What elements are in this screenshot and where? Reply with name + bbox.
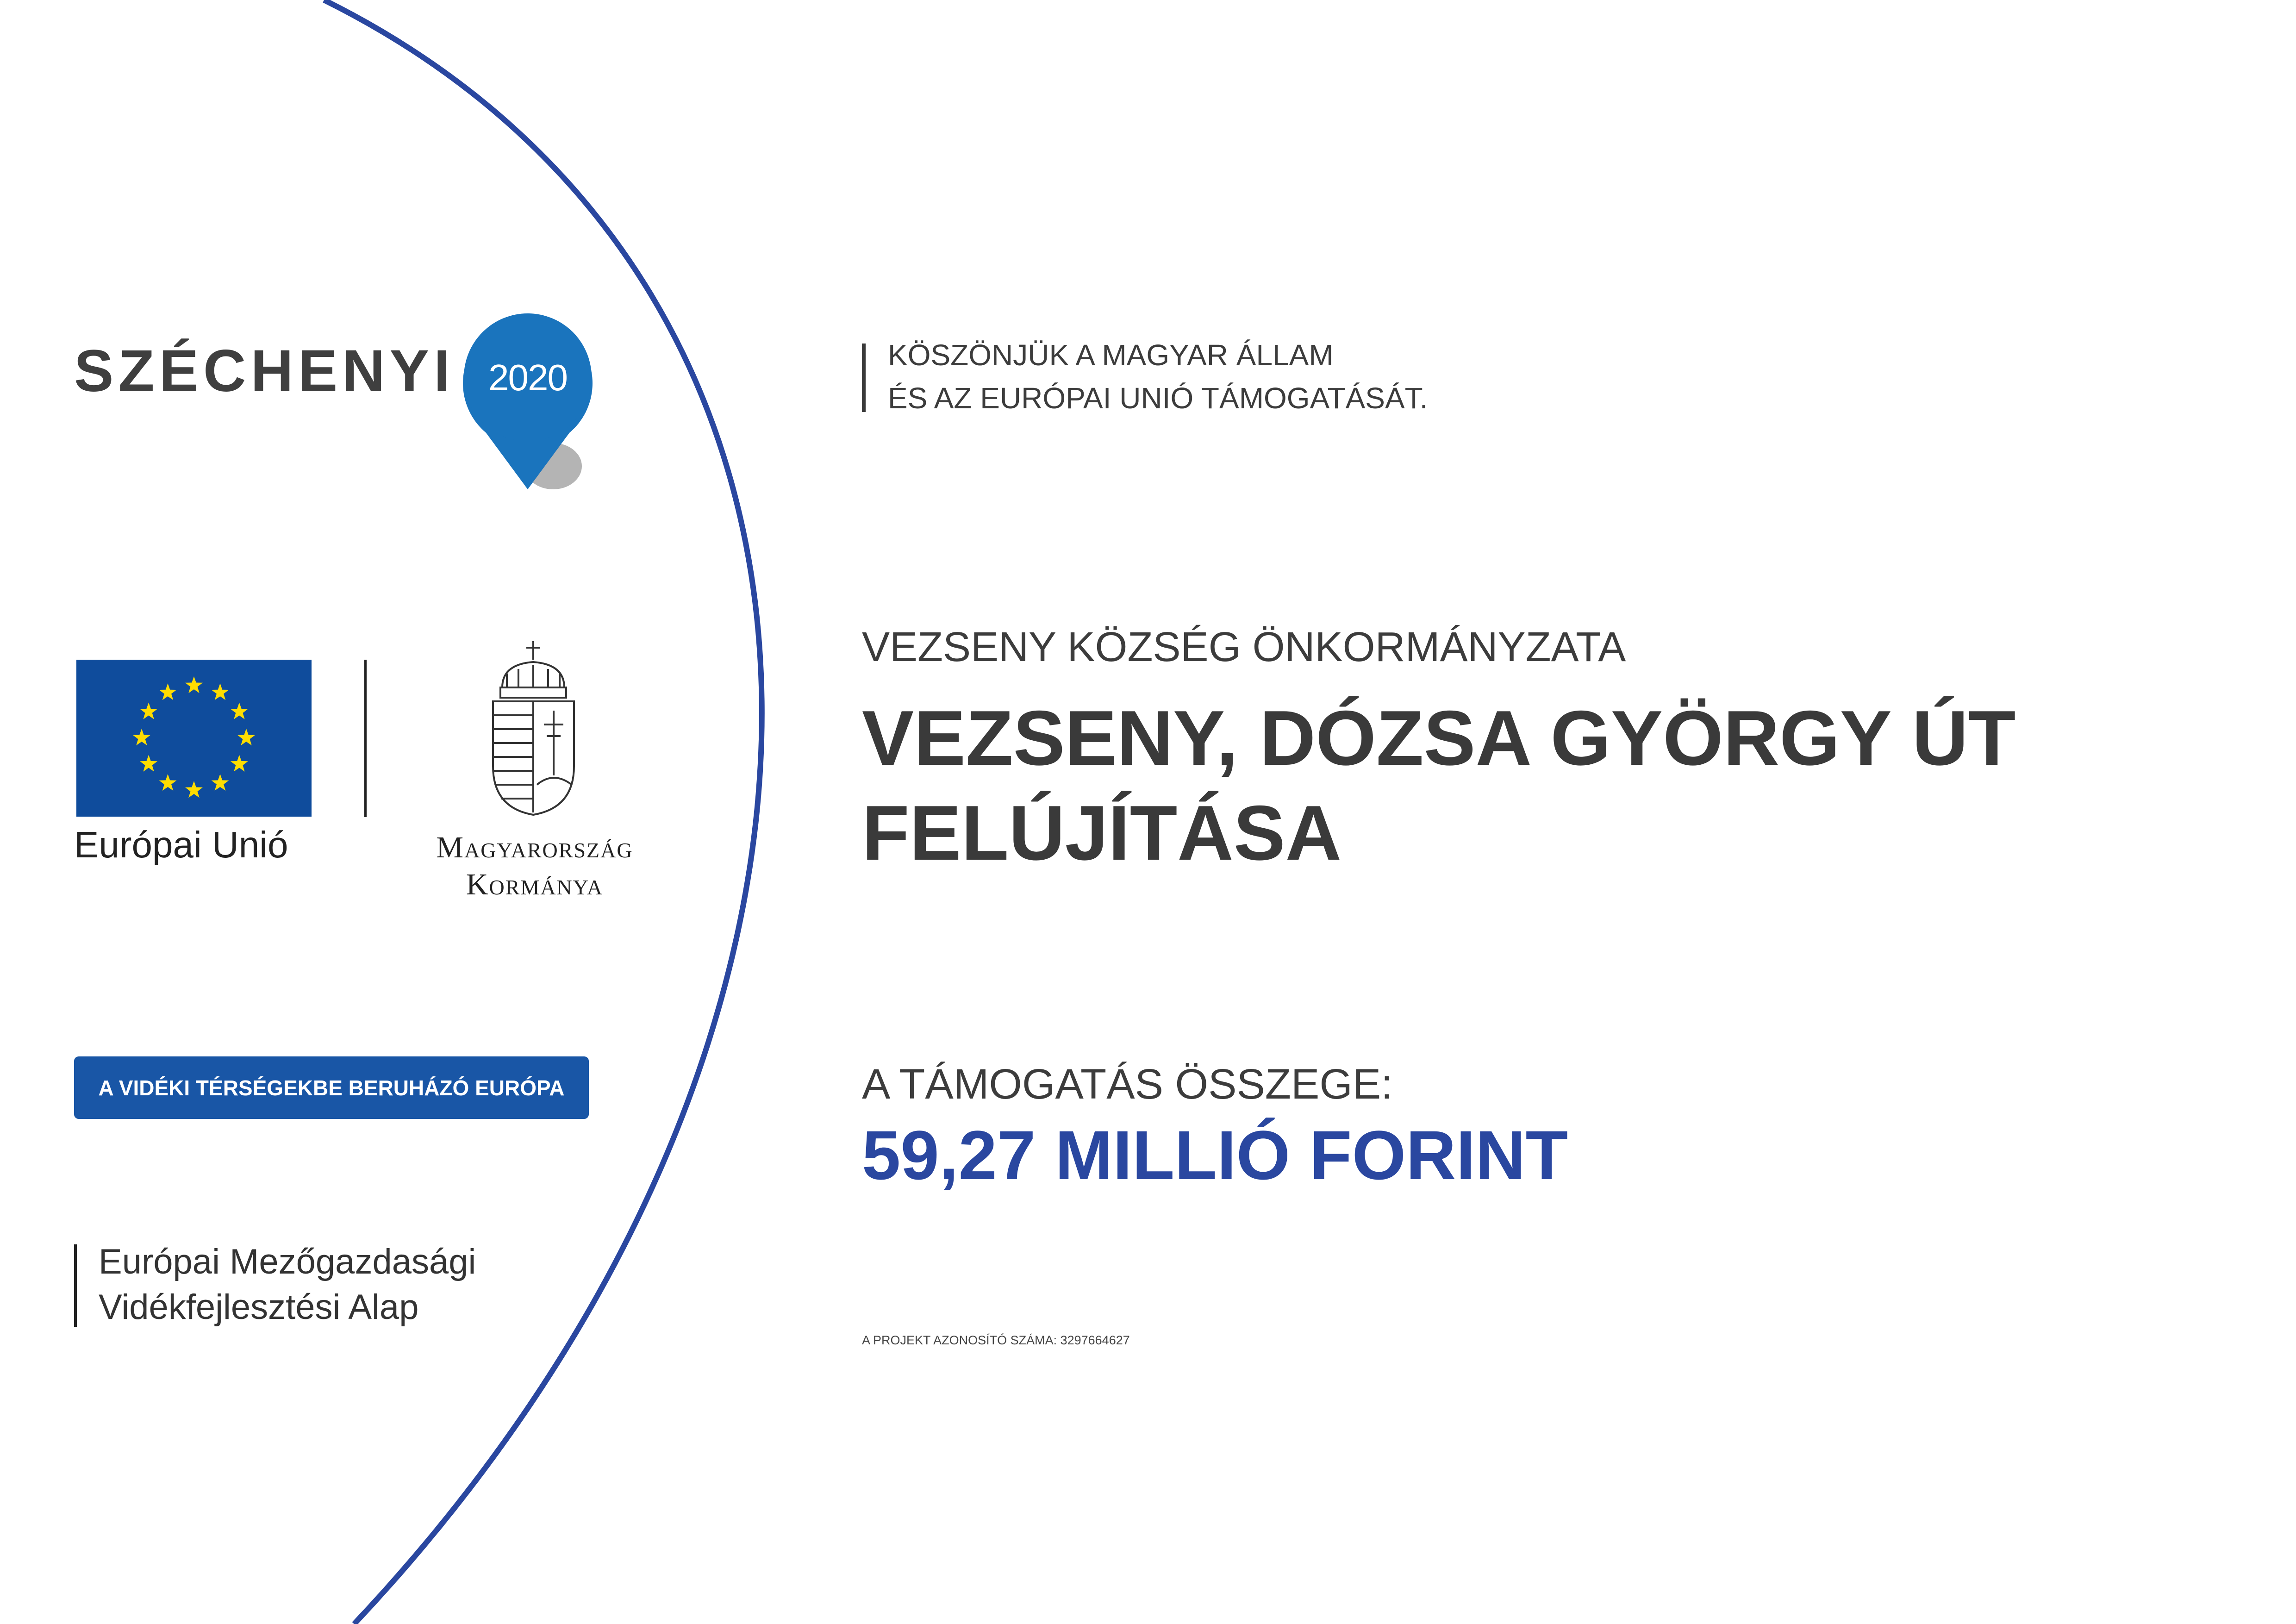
project-title-line-2: FELÚJÍTÁSA (862, 789, 1342, 876)
eu-label: Európai Unió (74, 824, 288, 865)
government-line-1: Magyarország (436, 831, 633, 864)
szechenyi-year: 2020 (488, 357, 567, 398)
fund-divider (74, 1244, 77, 1327)
government-line-2: Kormánya (466, 868, 604, 901)
hungarian-coat-of-arms-icon (488, 637, 579, 817)
thanks-line-2: ÉS AZ EURÓPAI UNIÓ TÁMOGATÁSÁT. (888, 381, 1428, 415)
thanks-line-1: KÖSZÖNJÜK A MAGYAR ÁLLAM (888, 338, 1334, 372)
logo-divider (364, 660, 367, 817)
rural-investment-banner: A VIDÉKI TÉRSÉGEKBE BERUHÁZÓ EURÓPA (74, 1056, 589, 1119)
fund-line-1: Európai Mezőgazdasági (99, 1242, 476, 1281)
beneficiary-name: VEZSENY KÖZSÉG ÖNKORMÁNYZATA (862, 624, 1626, 670)
project-id: A PROJEKT AZONOSÍTÓ SZÁMA: 3297664627 (862, 1333, 1130, 1347)
funding-amount-value: 59,27 MILLIÓ FORINT (862, 1116, 1568, 1194)
fund-line-2: Vidékfejlesztési Alap (99, 1287, 419, 1327)
szechenyi-wordmark: SZÉCHENYI (74, 338, 455, 404)
location-pin-icon (458, 308, 616, 502)
funding-amount-label: A TÁMOGATÁS ÖSSZEGE: (862, 1061, 1393, 1108)
thanks-divider (862, 344, 866, 412)
project-title-line-1: VEZSENY, DÓZSA GYÖRGY ÚT (862, 694, 2016, 781)
eu-flag-icon (76, 660, 312, 817)
